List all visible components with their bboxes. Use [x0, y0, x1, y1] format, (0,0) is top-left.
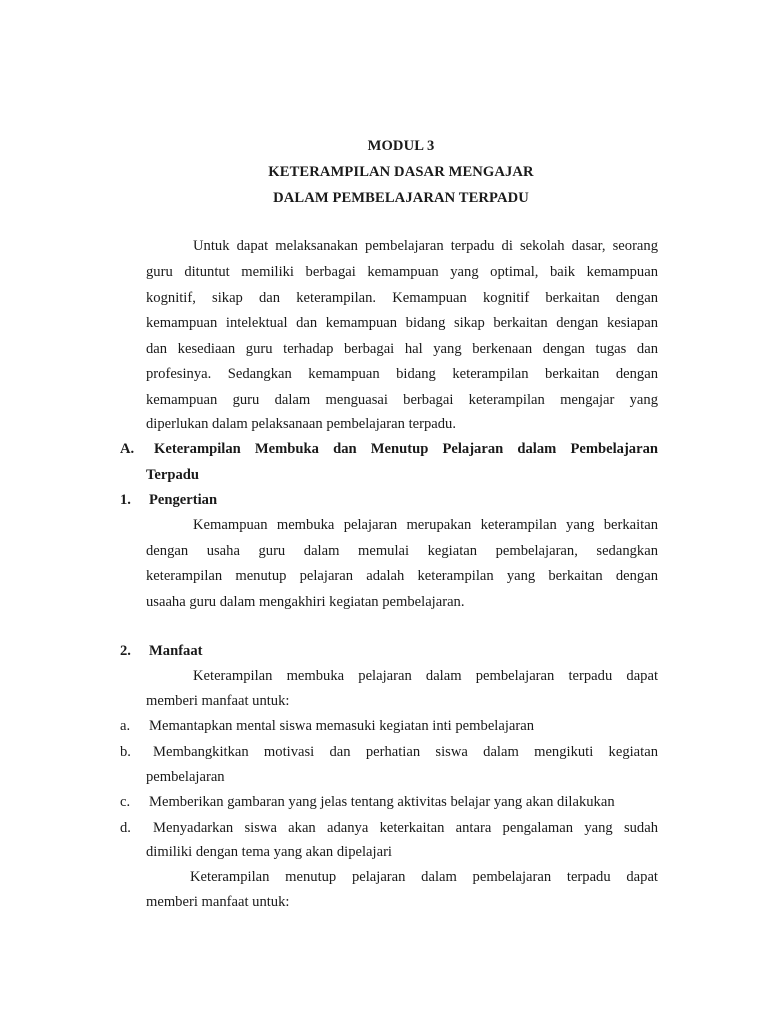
list-item-marker: b.: [120, 744, 131, 760]
section-a-title-line-1: Keterampilan Membuka dan Menutup Pelajaran dalam Pembelajaran: [154, 441, 658, 457]
intro-line: Untuk dapat melaksanakan pembelajaran terpadu di sekolah dasar, seorang: [193, 238, 658, 254]
list-item-marker: a.: [120, 718, 131, 734]
subsection-1-line: keterampilan menutup pelajaran adalah keterampilan yang berkaitan dengan: [146, 568, 658, 584]
subsection-1-line: Kemampuan membuka pelajaran merupakan keterampilan yang berkaitan: [193, 517, 658, 533]
subsection-1-line: dengan usaha guru dalam memulai kegiatan pembelajaran, sedangkan: [146, 543, 658, 559]
list-item: Memantapkan mental siswa memasuki kegiatan inti pembelajaran: [149, 718, 534, 734]
list-item: Membangkitkan motivasi dan perhatian siswa dalam mengikuti kegiatan: [153, 744, 658, 760]
list-item: Memberikan gambaran yang jelas tentang aktivitas belajar yang akan dilakukan: [149, 794, 615, 810]
intro-line: kognitif, sikap dan keterampilan. Kemampuan kognitif berkaitan dengan: [146, 290, 658, 306]
list-item-marker: c.: [120, 794, 131, 810]
list-item: pembelajaran: [146, 769, 225, 785]
subsection-1-marker: 1.: [120, 492, 131, 508]
module-number: MODUL 3: [367, 138, 435, 154]
title-line-2: DALAM PEMBELAJARAN TERPADU: [273, 190, 529, 206]
list-item: Menyadarkan siswa akan adanya keterkaitan antara pengalaman yang sudah: [153, 820, 658, 836]
title-line-1: KETERAMPILAN DASAR MENGAJAR: [268, 164, 534, 180]
intro-line: diperlukan dalam pelaksanaan pembelajaran terpadu.: [146, 416, 456, 432]
intro-line: guru dituntut memiliki berbagai kemampuan yang optimal, baik kemampuan: [146, 264, 658, 280]
section-a-title-line-2: Terpadu: [146, 467, 199, 483]
intro-line: kemampuan guru dalam menguasai berbagai keterampilan mengajar yang: [146, 392, 658, 408]
subsection-1-line: usaaha guru dalam mengakhiri kegiatan pembelajaran.: [146, 594, 465, 610]
intro-line: kemampuan intelektual dan kemampuan bidang sikap berkaitan dengan kesiapan: [146, 315, 658, 331]
subsection-2-close-line: memberi manfaat untuk:: [146, 894, 290, 910]
subsection-2-open-line: Keterampilan membuka pelajaran dalam pembelajaran terpadu dapat: [193, 668, 658, 684]
subsection-2-title: Manfaat: [149, 643, 203, 659]
subsection-2-open-line: memberi manfaat untuk:: [146, 693, 290, 709]
subsection-2-marker: 2.: [120, 643, 131, 659]
intro-line: dan kesediaan guru terhadap berbagai hal yang berkenaan dengan tugas dan: [146, 341, 658, 357]
subsection-2-close-line: Keterampilan menutup pelajaran dalam pembelajaran terpadu dapat: [190, 869, 658, 885]
list-item: dimiliki dengan tema yang akan dipelajari: [146, 844, 392, 860]
section-a-marker: A.: [120, 441, 135, 457]
intro-line: profesinya. Sedangkan kemampuan bidang keterampilan berkaitan dengan: [146, 366, 658, 382]
subsection-1-title: Pengertian: [149, 492, 218, 508]
list-item-marker: d.: [120, 820, 131, 836]
